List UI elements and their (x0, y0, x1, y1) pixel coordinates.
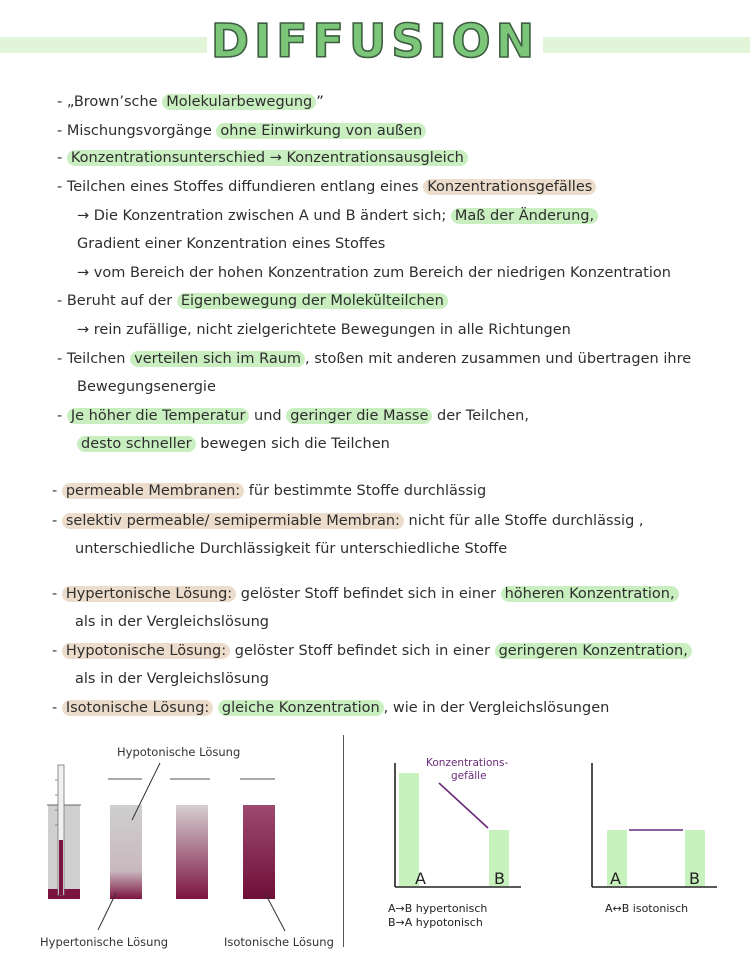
test-tubes-illustration (0, 735, 343, 965)
note-text: - (52, 643, 62, 659)
highlighted-text: höheren Konzentration, (501, 586, 679, 602)
note-line (52, 698, 609, 718)
highlighted-text: Maß der Änderung, (451, 208, 598, 224)
highlighted-text: geringer die Masse (286, 408, 432, 424)
note-text: für bestimmte Stoffe durchlässig (244, 483, 487, 499)
gradient-annotation-2: gefälle (451, 770, 487, 782)
note-line (77, 206, 598, 226)
note-line (77, 234, 385, 254)
note-text: der Teilchen, (432, 408, 529, 424)
note-text: , wie in der Vergleichslösungen (383, 700, 610, 716)
note-text: gelöster Stoff befindet sich in einer (236, 586, 501, 602)
highlighted-text: permeable Membranen: (62, 483, 244, 499)
note-text: als in der Vergleichslösung (75, 671, 269, 687)
gradient-line (439, 783, 488, 828)
note-text: ” (316, 94, 324, 110)
label-b: B (494, 869, 505, 888)
note-line (57, 291, 448, 311)
note-line (77, 434, 390, 454)
note-text: - Beruht auf der (57, 293, 177, 309)
highlighted-text: desto schneller (77, 436, 196, 452)
note-text: Bewegungsenergie (77, 379, 216, 395)
note-text: - (57, 408, 67, 424)
caption-line-1: A→B hypertonisch (388, 902, 488, 915)
note-line (57, 177, 596, 197)
highlighted-text: selektiv permeable/ semipermiable Membran: (62, 513, 404, 529)
note-text: unterschiedliche Durchlässigkeit für unterschiedliche Stoffe (75, 541, 508, 557)
note-text: - (52, 700, 62, 716)
label-isotonic: Isotonische Lösung (224, 935, 334, 949)
note-line (75, 612, 269, 632)
tube-hypertonic (47, 765, 81, 899)
note-text: Gradient einer Konzentration eines Stoffes (77, 236, 386, 252)
gradient-annotation-1: Konzentrations- (426, 757, 509, 769)
note-line (57, 92, 324, 112)
highlighted-text: Konzentrationsgefälles (423, 179, 596, 195)
note-text: - Mischungsvorgänge (57, 123, 217, 139)
note-line (75, 539, 507, 559)
highlighted-text: Hypertonische Lösung: (62, 586, 236, 602)
note-line (77, 320, 571, 340)
highlighted-text: Hypotonische Lösung: (62, 643, 230, 659)
iso-label-a: A (610, 869, 621, 888)
note-text: - Teilchen (57, 351, 131, 367)
note-text: - „Brown’sche (57, 94, 163, 110)
highlighted-text: Eigenbewegung der Molekülteilchen (177, 293, 448, 309)
note-text: → Die Konzentration zwischen A und B ändert sich; (77, 208, 451, 224)
note-line (52, 641, 692, 661)
note-text: - (52, 513, 62, 529)
highlighted-text: ohne Einwirkung von außen (216, 123, 426, 139)
note-line (75, 669, 269, 689)
note-text: gelöster Stoff befindet sich in einer (230, 643, 495, 659)
note-line (77, 377, 216, 397)
note-text: → rein zufällige, nicht zielgerichtete Bewegungen in alle Richtungen (77, 322, 571, 338)
label-a: A (415, 869, 426, 888)
highlighted-text: Isotonische Lösung: (62, 700, 213, 716)
note-line (52, 584, 679, 604)
tube-hypotonic (108, 779, 142, 899)
note-line (57, 148, 468, 168)
note-line (57, 349, 691, 369)
note-text: - (52, 586, 62, 602)
note-line (52, 511, 644, 531)
note-line (57, 121, 426, 141)
highlighted-text: gleiche Konzentration (218, 700, 384, 716)
note-line (52, 481, 486, 501)
note-text: - (57, 150, 67, 166)
tube-intermediate (170, 779, 210, 899)
note-text: nicht für alle Stoffe durchlässig , (403, 513, 644, 529)
diagram-divider (343, 735, 344, 947)
highlighted-text: Konzentrationsunterschied → Konzentrationsausgleich (67, 150, 468, 166)
iso-caption: A↔B isotonisch (605, 902, 689, 915)
note-text: als in der Vergleichslösung (75, 614, 269, 630)
note-text: → vom Bereich der hohen Konzentration zum Bereich der niedrigen Konzentration (77, 265, 671, 281)
caption-line-2: B→A hypotonisch (388, 916, 483, 929)
note-line (57, 406, 529, 426)
highlighted-text: geringeren Konzentration, (495, 643, 692, 659)
note-text: - Teilchen eines Stoffes diffundieren entlang eines (57, 179, 424, 195)
note-text: bewegen sich die Teilchen (195, 436, 390, 452)
iso-label-b: B (689, 869, 700, 888)
label-hypotonic: Hypotonische Lösung (117, 745, 241, 759)
gradient-diagram (385, 745, 545, 945)
highlighted-text: verteilen sich im Raum (130, 351, 305, 367)
note-text: , stoßen mit anderen zusammen und übertragen ihre (305, 351, 692, 367)
note-text: und (249, 408, 287, 424)
pointer-hypotonic (132, 763, 160, 820)
highlighted-text: Je höher die Temperatur (67, 408, 250, 424)
note-line (77, 263, 671, 283)
isotonic-diagram (583, 745, 743, 945)
note-text: - (52, 483, 62, 499)
tube-isotonic (240, 779, 275, 899)
page-title: DIFFUSION (0, 14, 750, 68)
pointer-hypertonic (98, 893, 116, 930)
highlighted-text: Molekularbewegung (162, 94, 316, 110)
label-hypertonic: Hypertonische Lösung (40, 935, 169, 949)
